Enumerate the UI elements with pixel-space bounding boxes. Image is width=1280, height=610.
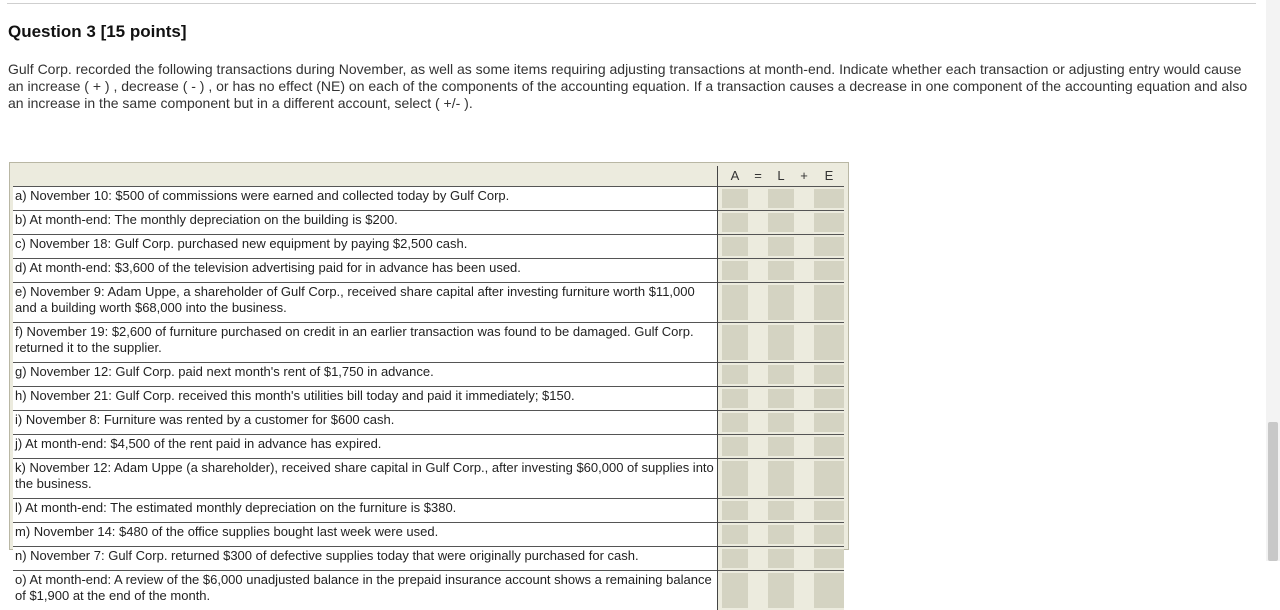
transaction-row-h	[13, 387, 844, 411]
assets-cell	[722, 435, 748, 459]
transaction-description: l) At month-end: The estimated monthly depreciation on the furniture is $380.	[13, 499, 717, 523]
assets-cell	[722, 235, 748, 259]
column-separator	[748, 387, 768, 411]
equity-cell	[814, 387, 844, 411]
transaction-description: i) November 8: Furniture was rented by a customer for $600 cash.	[13, 411, 717, 435]
liabilities-cell	[768, 571, 794, 610]
equity-effect-select-g[interactable]	[814, 365, 844, 384]
liabilities-effect-select-k[interactable]	[768, 461, 794, 496]
liabilities-cell	[768, 459, 794, 499]
assets-effect-select-e[interactable]	[722, 285, 748, 320]
column-separator	[794, 387, 814, 411]
liabilities-effect-select-j[interactable]	[768, 437, 794, 456]
transaction-description: b) At month-end: The monthly depreciation on the building is $200.	[13, 211, 717, 235]
column-separator	[748, 235, 768, 259]
transaction-row-g	[13, 363, 844, 387]
column-separator	[794, 523, 814, 547]
transaction-description: h) November 21: Gulf Corp. received this month's utilities bill today and paid it immediately; $150.	[13, 387, 717, 411]
liabilities-cell	[768, 235, 794, 259]
header-equity: E	[814, 166, 844, 187]
equity-effect-select-j[interactable]	[814, 437, 844, 456]
liabilities-cell	[768, 283, 794, 323]
transaction-row-i	[13, 411, 844, 435]
equity-cell	[814, 235, 844, 259]
liabilities-effect-select-h[interactable]	[768, 389, 794, 408]
equity-cell	[814, 411, 844, 435]
equity-cell	[814, 323, 844, 363]
assets-effect-select-b[interactable]	[722, 213, 748, 232]
assets-cell	[722, 411, 748, 435]
equity-effect-select-a[interactable]	[814, 189, 844, 208]
assets-cell	[722, 547, 748, 571]
transaction-row-n	[13, 547, 844, 571]
equity-effect-select-o[interactable]	[814, 573, 844, 608]
transaction-row-c	[13, 235, 844, 259]
column-separator	[748, 571, 768, 610]
transactions-panel	[9, 162, 849, 550]
liabilities-effect-select-d[interactable]	[768, 261, 794, 280]
transaction-row-o	[13, 571, 844, 610]
equity-effect-select-i[interactable]	[814, 413, 844, 432]
assets-cell	[722, 523, 748, 547]
equity-cell	[814, 259, 844, 283]
liabilities-cell	[768, 363, 794, 387]
column-separator	[748, 211, 768, 235]
transaction-description: o) At month-end: A review of the $6,000 unadjusted balance in the prepaid insurance account shows a remaining balance of $1,900 at the end of the month.	[13, 571, 717, 610]
header-liabilities: L	[768, 166, 794, 187]
equity-cell	[814, 547, 844, 571]
transaction-description: m) November 14: $480 of the office supplies bought last week were used.	[13, 523, 717, 547]
transaction-description: d) At month-end: $3,600 of the television advertising paid for in advance has been used.	[13, 259, 717, 283]
equity-cell	[814, 459, 844, 499]
header-assets: A	[722, 166, 748, 187]
transaction-description: n) November 7: Gulf Corp. returned $300 of defective supplies today that were originally purchased for cash.	[13, 547, 717, 571]
transactions-table	[13, 166, 844, 610]
question-instructions: Gulf Corp. recorded the following transactions during November, as well as some items requiring adjusting transactions at month-end. Indicate whether each transaction or adjusting entry would cause an increase ( + ) , decrease ( - ) , or has no effect (NE) on each of the components of the accounting equation. If a transaction causes a decrease in one component of the accounting equation and also an increase in the same component but in a different account, select ( +/- ).	[8, 61, 1253, 112]
column-separator	[748, 283, 768, 323]
liabilities-effect-select-i[interactable]	[768, 413, 794, 432]
table-header-row	[13, 166, 844, 187]
equity-cell	[814, 283, 844, 323]
liabilities-cell	[768, 411, 794, 435]
column-separator	[748, 523, 768, 547]
transaction-description: f) November 19: $2,600 of furniture purchased on credit in an earlier transaction was found to be damaged. Gulf Corp. returned it to the supplier.	[13, 323, 717, 363]
assets-cell	[722, 499, 748, 523]
liabilities-cell	[768, 387, 794, 411]
column-separator	[794, 499, 814, 523]
equity-cell	[814, 363, 844, 387]
transaction-description: j) At month-end: $4,500 of the rent paid in advance has expired.	[13, 435, 717, 459]
equity-cell	[814, 499, 844, 523]
equity-cell	[814, 523, 844, 547]
header-plus: +	[794, 166, 814, 187]
transaction-row-a	[13, 187, 844, 211]
liabilities-effect-select-f[interactable]	[768, 325, 794, 360]
equity-cell	[814, 187, 844, 211]
assets-cell	[722, 211, 748, 235]
column-separator	[748, 547, 768, 571]
assets-cell	[722, 259, 748, 283]
liabilities-cell	[768, 187, 794, 211]
transaction-row-k	[13, 459, 844, 499]
liabilities-effect-select-o[interactable]	[768, 573, 794, 608]
liabilities-cell	[768, 499, 794, 523]
assets-cell	[722, 363, 748, 387]
liabilities-effect-select-e[interactable]	[768, 285, 794, 320]
equity-effect-select-l[interactable]	[814, 501, 844, 520]
assets-effect-select-h[interactable]	[722, 389, 748, 408]
assets-effect-select-a[interactable]	[722, 189, 748, 208]
liabilities-cell	[768, 435, 794, 459]
liabilities-cell	[768, 211, 794, 235]
column-separator	[794, 411, 814, 435]
column-separator	[748, 363, 768, 387]
column-separator	[748, 499, 768, 523]
column-separator	[748, 435, 768, 459]
equity-effect-select-b[interactable]	[814, 213, 844, 232]
column-separator	[794, 235, 814, 259]
transaction-row-l	[13, 499, 844, 523]
assets-effect-select-i[interactable]	[722, 413, 748, 432]
transaction-description: e) November 9: Adam Uppe, a shareholder of Gulf Corp., received share capital after investing furniture worth $11,000 and a building worth $68,000 into the business.	[13, 283, 717, 323]
transaction-description: g) November 12: Gulf Corp. paid next month's rent of $1,750 in advance.	[13, 363, 717, 387]
assets-effect-select-d[interactable]	[722, 261, 748, 280]
liabilities-cell	[768, 547, 794, 571]
assets-cell	[722, 387, 748, 411]
equity-cell	[814, 435, 844, 459]
column-separator	[794, 571, 814, 610]
transaction-description: a) November 10: $500 of commissions were earned and collected today by Gulf Corp.	[13, 187, 717, 211]
assets-cell	[722, 283, 748, 323]
column-separator	[794, 547, 814, 571]
transaction-row-d	[13, 259, 844, 283]
assets-cell	[722, 187, 748, 211]
column-separator	[748, 459, 768, 499]
liabilities-cell	[768, 523, 794, 547]
equity-cell	[814, 211, 844, 235]
assets-cell	[722, 323, 748, 363]
assets-effect-select-k[interactable]	[722, 461, 748, 496]
column-separator	[748, 411, 768, 435]
liabilities-effect-select-m[interactable]	[768, 525, 794, 544]
header-equals: =	[748, 166, 768, 187]
liabilities-effect-select-c[interactable]	[768, 237, 794, 256]
scrollbar-thumb[interactable]	[1268, 422, 1278, 561]
equity-effect-select-e[interactable]	[814, 285, 844, 320]
column-separator	[748, 323, 768, 363]
assets-effect-select-f[interactable]	[722, 325, 748, 360]
liabilities-effect-select-n[interactable]	[768, 549, 794, 568]
assets-effect-select-n[interactable]	[722, 549, 748, 568]
assets-cell	[722, 459, 748, 499]
assets-cell	[722, 571, 748, 610]
assets-effect-select-l[interactable]	[722, 501, 748, 520]
transaction-row-b	[13, 211, 844, 235]
liabilities-effect-select-a[interactable]	[768, 189, 794, 208]
liabilities-cell	[768, 323, 794, 363]
liabilities-effect-select-g[interactable]	[768, 365, 794, 384]
column-separator	[794, 259, 814, 283]
equity-effect-select-c[interactable]	[814, 237, 844, 256]
transaction-row-j	[13, 435, 844, 459]
assets-effect-select-c[interactable]	[722, 237, 748, 256]
equity-effect-select-f[interactable]	[814, 325, 844, 360]
transaction-row-e	[13, 283, 844, 323]
assets-effect-select-m[interactable]	[722, 525, 748, 544]
equity-effect-select-k[interactable]	[814, 461, 844, 496]
column-separator	[794, 323, 814, 363]
top-divider	[7, 3, 1256, 4]
column-separator	[794, 187, 814, 211]
equity-effect-select-h[interactable]	[814, 389, 844, 408]
transaction-row-m	[13, 523, 844, 547]
column-separator	[748, 259, 768, 283]
column-separator	[794, 211, 814, 235]
equity-effect-select-n[interactable]	[814, 549, 844, 568]
column-separator	[794, 435, 814, 459]
liabilities-effect-select-b[interactable]	[768, 213, 794, 232]
header-spacer	[13, 166, 717, 187]
equity-effect-select-d[interactable]	[814, 261, 844, 280]
assets-effect-select-j[interactable]	[722, 437, 748, 456]
liabilities-effect-select-l[interactable]	[768, 501, 794, 520]
column-separator	[794, 283, 814, 323]
equity-cell	[814, 571, 844, 610]
assets-effect-select-o[interactable]	[722, 573, 748, 608]
liabilities-cell	[768, 259, 794, 283]
equity-effect-select-m[interactable]	[814, 525, 844, 544]
column-separator	[748, 187, 768, 211]
assets-effect-select-g[interactable]	[722, 365, 748, 384]
column-separator	[794, 459, 814, 499]
transaction-description: c) November 18: Gulf Corp. purchased new equipment by paying $2,500 cash.	[13, 235, 717, 259]
question-title: Question 3 [15 points]	[8, 22, 187, 42]
transaction-row-f	[13, 323, 844, 363]
column-separator	[794, 363, 814, 387]
transaction-description: k) November 12: Adam Uppe (a shareholder), received share capital in Gulf Corp., after investing $60,000 of supplies into the business.	[13, 459, 717, 499]
